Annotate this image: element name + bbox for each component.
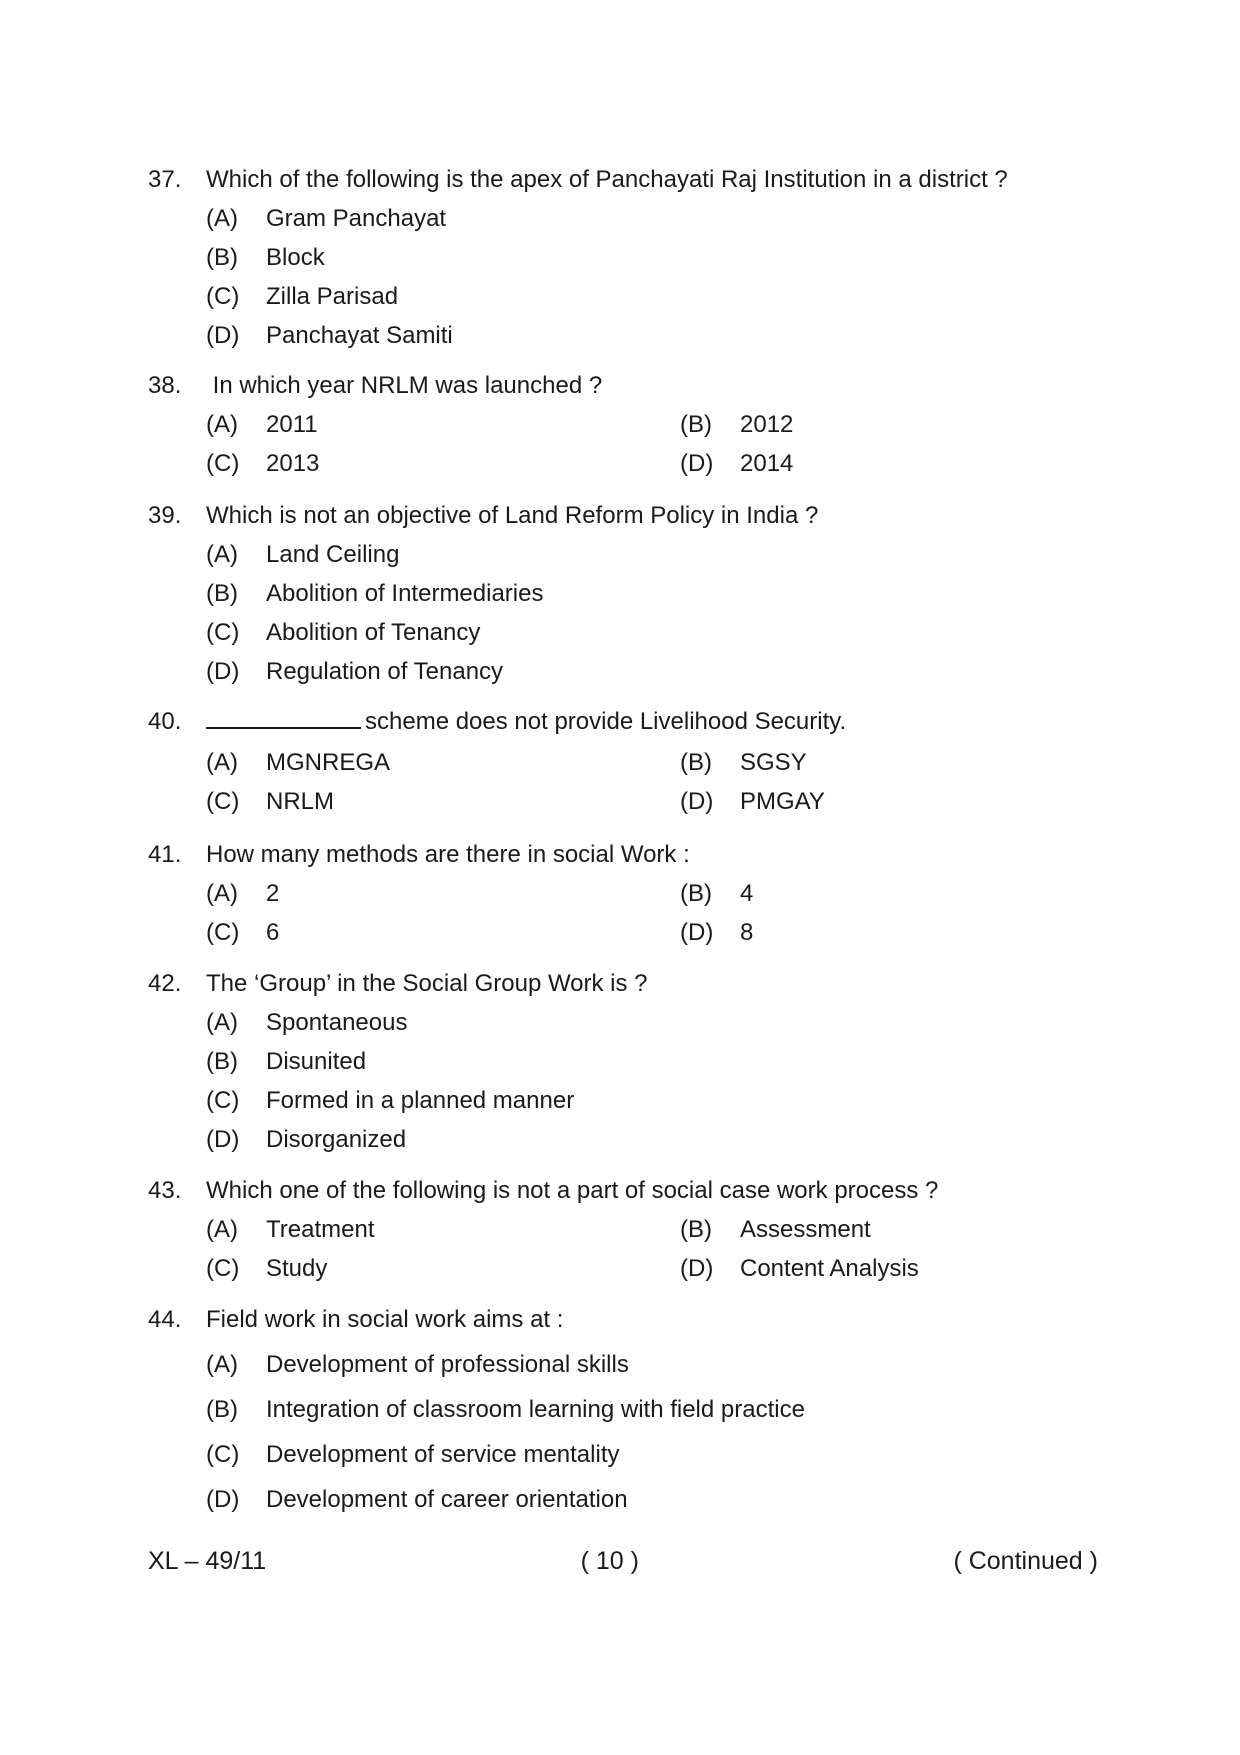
option <box>206 411 680 439</box>
option-label: (B) <box>206 244 238 271</box>
option-text: Abolition of Intermediaries <box>266 580 544 607</box>
question-number: 38. <box>148 372 182 399</box>
option-label: (A) <box>206 1351 238 1378</box>
option <box>206 788 680 816</box>
question-44 <box>148 1306 1128 1514</box>
option-text: 4 <box>740 880 754 907</box>
option <box>206 658 1128 686</box>
option-label: (B) <box>206 580 238 607</box>
question-text: scheme does not provide Livelihood Security. <box>365 708 847 735</box>
option-text: Disorganized <box>266 1126 407 1153</box>
question-39 <box>148 502 1128 686</box>
option-text: Development of career orientation <box>266 1486 628 1513</box>
question-text: Which of the following is the apex of Panchayati Raj Institution in a district ? <box>206 166 1008 193</box>
question-text: Field work in social work aims at : <box>206 1306 564 1333</box>
option <box>206 1216 680 1244</box>
option-label: (D) <box>206 658 240 685</box>
option-label: (A) <box>206 1216 238 1243</box>
option <box>206 244 1128 272</box>
option-text: Disunited <box>266 1048 367 1075</box>
option <box>206 1351 1128 1379</box>
question-number: 41. <box>148 841 182 868</box>
question-number: 42. <box>148 970 182 997</box>
option-label: (C) <box>206 1255 240 1282</box>
option <box>680 1216 980 1244</box>
option <box>206 919 680 947</box>
option <box>680 880 980 908</box>
option-text: 6 <box>266 919 280 946</box>
option-label: (C) <box>206 919 240 946</box>
option <box>206 541 1128 569</box>
option-text: Abolition of Tenancy <box>266 619 481 646</box>
option-label: (C) <box>206 1087 240 1114</box>
page-number: ( 10 ) <box>580 1547 639 1575</box>
option-label: (C) <box>206 283 240 310</box>
option <box>206 1255 680 1283</box>
question-number: 39. <box>148 502 182 529</box>
option <box>680 749 980 777</box>
option-label: (A) <box>206 749 238 776</box>
option <box>206 1048 1128 1076</box>
option-text: Block <box>266 244 325 271</box>
paper-code: XL – 49/11 <box>148 1547 267 1575</box>
question-37 <box>148 166 1128 350</box>
option-text: 2012 <box>740 411 794 438</box>
option-label: (D) <box>206 1126 240 1153</box>
option-text: Formed in a planned manner <box>266 1087 575 1114</box>
option-text: Panchayat Samiti <box>266 322 453 349</box>
option-label: (A) <box>206 880 238 907</box>
option-label: (A) <box>206 1009 238 1036</box>
option <box>206 1087 1128 1115</box>
option-label: (D) <box>680 788 714 815</box>
option-label: (C) <box>206 450 240 477</box>
option <box>206 1441 1128 1469</box>
option-text: SGSY <box>740 749 807 776</box>
option <box>680 411 980 439</box>
option-label: (B) <box>680 749 712 776</box>
option <box>206 1486 1128 1514</box>
option-label: (B) <box>680 411 712 438</box>
option-text: 8 <box>740 919 754 946</box>
option-label: (D) <box>206 322 240 349</box>
option-text: Treatment <box>266 1216 375 1243</box>
question-40 <box>148 705 1128 816</box>
option-label: (D) <box>206 1486 240 1513</box>
option-text: Study <box>266 1255 328 1282</box>
option-text: Zilla Parisad <box>266 283 399 310</box>
option <box>206 205 1128 233</box>
question-38 <box>148 372 1128 478</box>
option-text: PMGAY <box>740 788 825 815</box>
option-label: (C) <box>206 788 240 815</box>
option-label: (D) <box>680 1255 714 1282</box>
option <box>206 283 1128 311</box>
question-number: 37. <box>148 166 182 193</box>
question-number: 40. <box>148 708 182 735</box>
question-number: 43. <box>148 1177 182 1204</box>
option <box>680 450 980 478</box>
option <box>206 749 680 777</box>
question-text: The ‘Group’ in the Social Group Work is ? <box>206 970 648 997</box>
option-label: (A) <box>206 541 238 568</box>
option-label: (D) <box>680 919 714 946</box>
option-text: Regulation of Tenancy <box>266 658 504 685</box>
option <box>206 450 680 478</box>
question-number: 44. <box>148 1306 182 1333</box>
option-label: (D) <box>680 450 714 477</box>
option-label: (B) <box>680 1216 712 1243</box>
option-text: 2 <box>266 880 280 907</box>
option-label: (C) <box>206 619 240 646</box>
option <box>206 1009 1128 1037</box>
option-text: Development of professional skills <box>266 1351 629 1378</box>
question-text: Which one of the following is not a part of social case work process ? <box>206 1177 939 1204</box>
option <box>206 580 1128 608</box>
question-text: Which is not an objective of Land Reform Policy in India ? <box>206 502 819 529</box>
option <box>206 880 680 908</box>
option-text: MGNREGA <box>266 749 391 776</box>
page-footer <box>148 1546 1098 1576</box>
option-text: 2014 <box>740 450 794 477</box>
option-label: (B) <box>680 880 712 907</box>
option <box>206 1126 1128 1154</box>
option-text: Spontaneous <box>266 1009 408 1036</box>
option-text: NRLM <box>266 788 335 815</box>
question-41 <box>148 841 1128 947</box>
option <box>206 322 1128 350</box>
option-text: Integration of classroom learning with field practice <box>266 1396 805 1423</box>
option-text: Gram Panchayat <box>266 205 447 232</box>
question-42 <box>148 970 1128 1154</box>
option <box>206 619 1128 647</box>
option-label: (B) <box>206 1396 238 1423</box>
option-text: 2011 <box>266 411 318 438</box>
question-text: How many methods are there in social Work : <box>206 841 690 868</box>
option-text: Content Analysis <box>740 1255 919 1282</box>
option-label: (B) <box>206 1048 238 1075</box>
continued-label: ( Continued ) <box>953 1547 1098 1575</box>
option <box>206 1396 1128 1424</box>
question-text: In which year NRLM was launched ? <box>206 372 603 399</box>
question-43 <box>148 1177 1128 1283</box>
option-text: 2013 <box>266 450 320 477</box>
option-text: Development of service mentality <box>266 1441 620 1468</box>
option-text: Assessment <box>740 1216 871 1243</box>
fill-in-blank <box>206 705 361 729</box>
option <box>680 1255 980 1283</box>
option-label: (A) <box>206 205 238 232</box>
option <box>680 919 980 947</box>
option-text: Land Ceiling <box>266 541 400 568</box>
option-label: (A) <box>206 411 238 438</box>
option <box>680 788 980 816</box>
option-label: (C) <box>206 1441 240 1468</box>
